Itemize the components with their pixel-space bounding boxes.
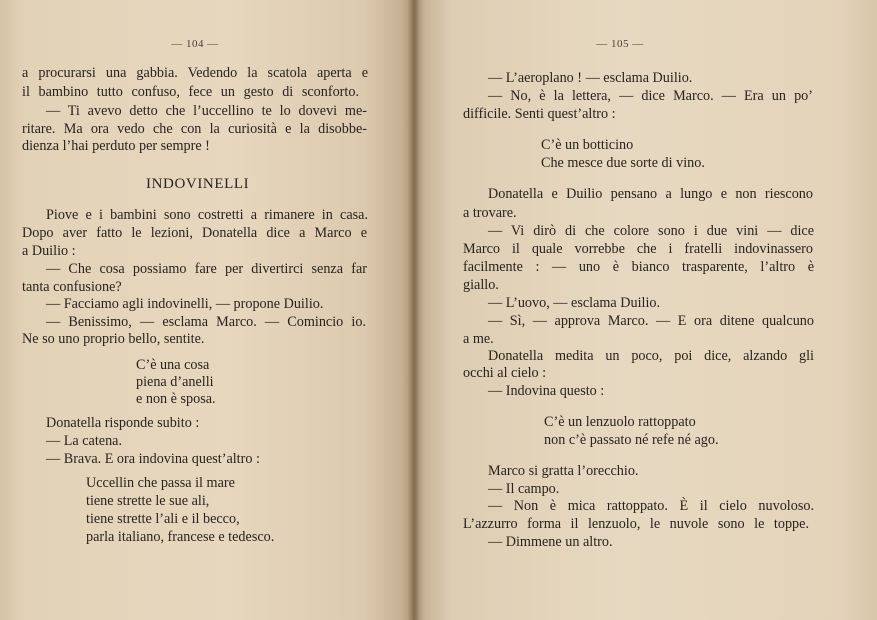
text-line: — L’aeroplano ! — esclama Duilio. bbox=[488, 70, 693, 86]
text-line: Dopo aver fatto le lezioni, Donatella dice a Marco e bbox=[22, 225, 367, 241]
text-line: — Il campo. bbox=[488, 481, 560, 497]
text-line: — Sì, — approva Marco. — E ora ditene qualcuno bbox=[488, 313, 814, 329]
riddle-line: piena d’anelli bbox=[136, 374, 214, 390]
book-gutter bbox=[408, 0, 420, 620]
text-line: facilmente : — uno è bianco trasparente, l’altro è bbox=[463, 259, 814, 275]
text-line: dienza l’hai perduto per sempre ! bbox=[22, 138, 210, 154]
text-line: — Brava. E ora indovina quest’altro : bbox=[46, 451, 260, 467]
text-line: Ne so uno proprio bello, sentite. bbox=[22, 331, 205, 347]
section-heading: INDOVINELLI bbox=[146, 176, 250, 192]
page-number-left: — 104 — bbox=[171, 38, 219, 50]
text-line: L’azzurro forma il lenzuolo, le nuvole sono le toppe. bbox=[463, 516, 809, 532]
text-line: Donatella e Duilio pensano a lungo e non riescono bbox=[488, 186, 813, 202]
text-line: — L’uovo, — esclama Duilio. bbox=[488, 295, 661, 311]
text-line: tanta confusione? bbox=[22, 279, 122, 295]
text-line: a Duilio : bbox=[22, 243, 76, 259]
riddle-line: non c’è passato né refe né ago. bbox=[544, 432, 719, 448]
text-line: Donatella risponde subito : bbox=[46, 415, 200, 431]
text-line: a me. bbox=[463, 331, 494, 347]
text-line: — Vi dirò di che colore sono i due vini — dice bbox=[488, 223, 814, 239]
text-line: — Ti avevo detto che l’uccellino te lo dovevi me- bbox=[46, 103, 367, 119]
text-line: il bambino tutto confuso, fece un gesto di sconforto. bbox=[22, 84, 359, 100]
text-line: — La catena. bbox=[46, 433, 123, 449]
riddle-line: C’è un lenzuolo rattoppato bbox=[544, 414, 696, 430]
riddle-line: tiene strette le sue ali, bbox=[86, 493, 210, 509]
text-line: Donatella medita un poco, poi dice, alzando gli bbox=[488, 348, 814, 364]
text-line: — Non è mica rattoppato. È il cielo nuvoloso. bbox=[488, 498, 814, 514]
riddle-line: Uccellin che passa il mare bbox=[86, 475, 235, 491]
riddle-line: e non è sposa. bbox=[136, 391, 216, 407]
text-line: Marco si gratta l’orecchio. bbox=[488, 463, 639, 479]
riddle-line: tiene strette l’ali e il becco, bbox=[86, 511, 240, 527]
text-line: a trovare. bbox=[463, 205, 517, 221]
text-line: — No, è la lettera, — dice Marco. — Era un po’ bbox=[488, 88, 813, 104]
text-line: — Dimmene un altro. bbox=[488, 534, 613, 550]
text-line: occhi al cielo : bbox=[463, 365, 547, 381]
page-number-right: — 105 — bbox=[596, 38, 644, 50]
text-line: — Facciamo agli indovinelli, — propone Duilio. bbox=[46, 296, 324, 312]
text-line: difficile. Senti quest’altro : bbox=[463, 106, 616, 122]
riddle-line: C’è una cosa bbox=[136, 357, 210, 373]
riddle-line: Che mesce due sorte di vino. bbox=[541, 155, 705, 171]
text-line: a procurarsi una gabbia. Vedendo la scatola aperta e bbox=[22, 65, 368, 81]
text-line: ritare. Ma ora vedo che con la curiosità e la disobbe- bbox=[22, 121, 367, 137]
riddle-line: parla italiano, francese e tedesco. bbox=[86, 529, 275, 545]
text-line: Piove e i bambini sono costretti a rimanere in casa. bbox=[46, 207, 368, 223]
text-line: Marco il quale vorrebbe che i fratelli indovinassero bbox=[463, 241, 813, 257]
text-line: — Indovina questo : bbox=[488, 383, 605, 399]
text-line: giallo. bbox=[463, 277, 499, 293]
text-line: — Benissimo, — esclama Marco. — Comincio io. bbox=[46, 314, 366, 330]
riddle-line: C’è un botticino bbox=[541, 137, 634, 153]
text-line: — Che cosa possiamo fare per divertirci senza far bbox=[46, 261, 367, 277]
